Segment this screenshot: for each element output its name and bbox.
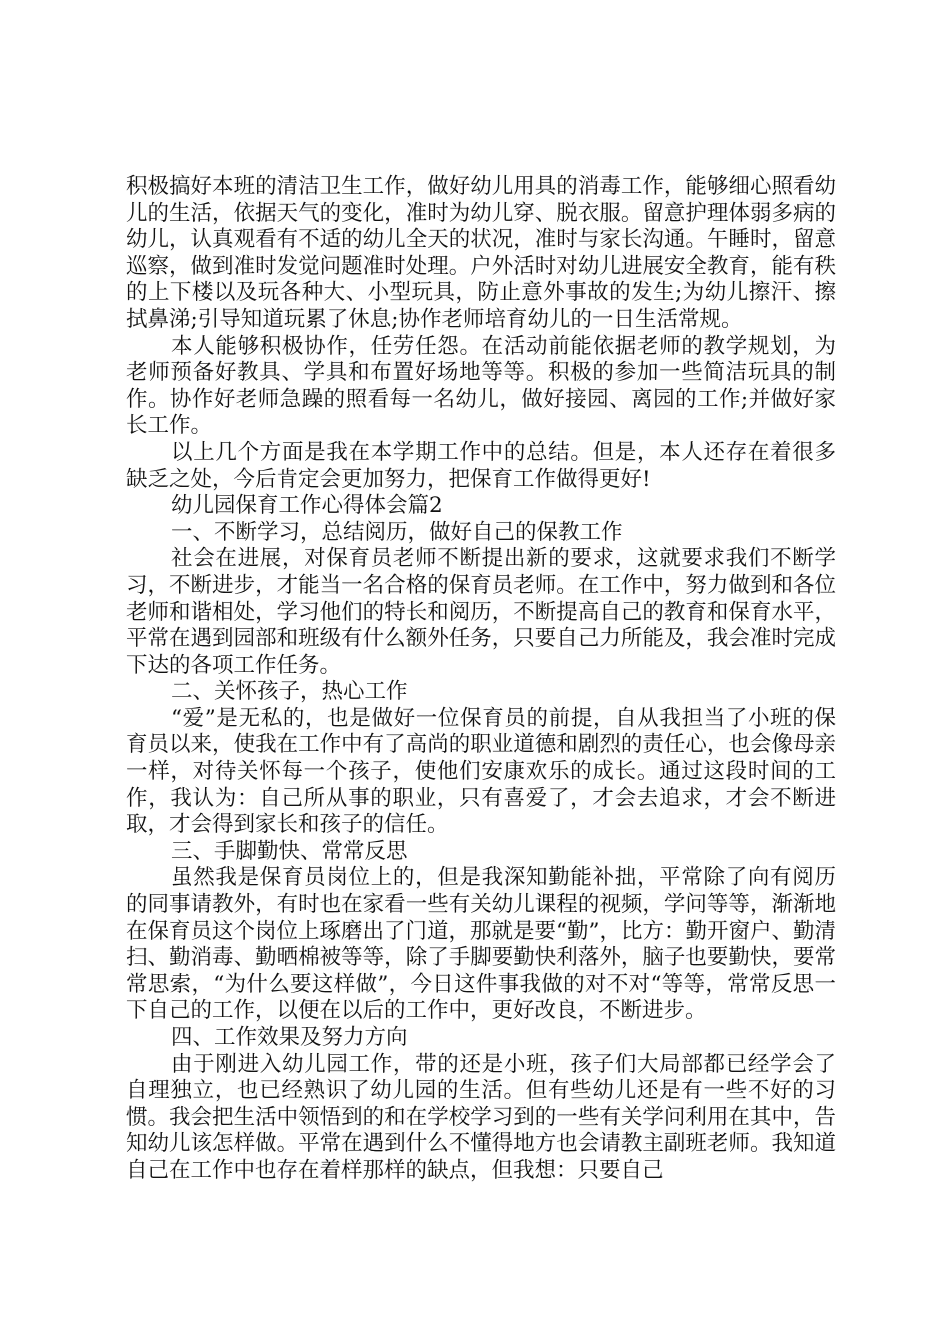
section-heading: 四、工作效果及努力方向 — [171, 1025, 408, 1050]
paragraph: 本人能够积极协作，任劳任怨。在活动前能依据老师的教学规划，为老师预备好教具、学具和布置好场地等等。积极的参加一些简洁玩具的制作。协作好老师急躁的照看每一名幼儿，做好接园、离园的工作;并做好家长工作。 — [126, 333, 836, 439]
section-title: 幼儿园保育工作心得体会篇2 — [171, 493, 443, 519]
paragraph: 社会在进展，对保育员老师不断提出新的要求，这就要求我们不断学习，不断进步，才能当一名合格的保育员老师。在工作中，努力做到和各位老师和谐相处，学习他们的特长和阅历，不断提高自己的教育和保育水平，平常在遇到园部和班级有什么额外任务，只要自己力所能及，我会准时完成下达的各项工作任务。 — [126, 546, 836, 678]
section-heading: 一、不断学习，总结阅历，做好自己的保教工作 — [171, 519, 623, 545]
section-heading: 二、关怀孩子，热心工作 — [171, 679, 408, 705]
paragraph: “爱”是无私的，也是做好一位保育员的前提，自从我担当了小班的保育员以来，使我在工作中有了高尚的职业道德和剧烈的责任心，也会像母亲一样，对待关怀每一个孩子，使他们安康欢乐的成长。通过这段时间的工作，我认为：自己所从事的职业，只有喜爱了，才会去追求，才会不断进取，才会得到家长和孩子的信任。 — [126, 705, 836, 838]
paragraph: 以上几个方面是我在本学期工作中的总结。但是，本人还存在着很多缺乏之处，今后肯定会更加努力，把保育工作做得更好! — [126, 439, 836, 492]
document-body — [126, 174, 836, 1185]
paragraph: 虽然我是保育员岗位上的，但是我深知勤能补拙，平常除了向有阅历的同事请教外，有时也在家看一些有关幼儿课程的视频，学问等等，渐渐地在保育员这个岗位上琢磨出了门道，那就是要“勤”，比方：勤开窗户、勤清扫、勤消毒、勤晒棉被等等，除了手脚要勤快利落外，脑子也要勤快，要常常思索，“为什么要这样做”，今日这件事我做的对不对“等等，常常反思一下自己的工作，以便在以后的工作中，更好改良，不断进步。 — [126, 865, 836, 1024]
section-heading: 三、手脚勤快、常常反思 — [171, 838, 408, 864]
paragraph: 积极搞好本班的清洁卫生工作，做好幼儿用具的消毒工作，能够细心照看幼儿的生活，依据天气的变化，准时为幼儿穿、脱衣服。留意护理体弱多病的幼儿，认真观看有不适的幼儿全天的状况，准时与家长沟通。午睡时，留意巡察，做到准时发觉问题准时处理。户外活时对幼儿进展安全教育，能有秩的上下楼以及玩各种大、小型玩具，防止意外事故的发生;为幼儿擦汗、擦拭鼻涕;引导知道玩累了休息;协作老师培育幼儿的一日生活常规。 — [126, 174, 836, 332]
paragraph: 由于刚进入幼儿园工作，带的还是小班，孩子们大局部都已经学会了自理独立，也已经熟识了幼儿园的生活。但有些幼儿还是有一些不好的习惯。我会把生活中领悟到的和在学校学习到的一些有关学问利用在其中，告知幼儿该怎样做。平常在遇到什么不懂得地方也会请教主副班老师。我知道自己在工作中也存在着样那样的缺点，但我想：只要自己 — [126, 1051, 836, 1183]
